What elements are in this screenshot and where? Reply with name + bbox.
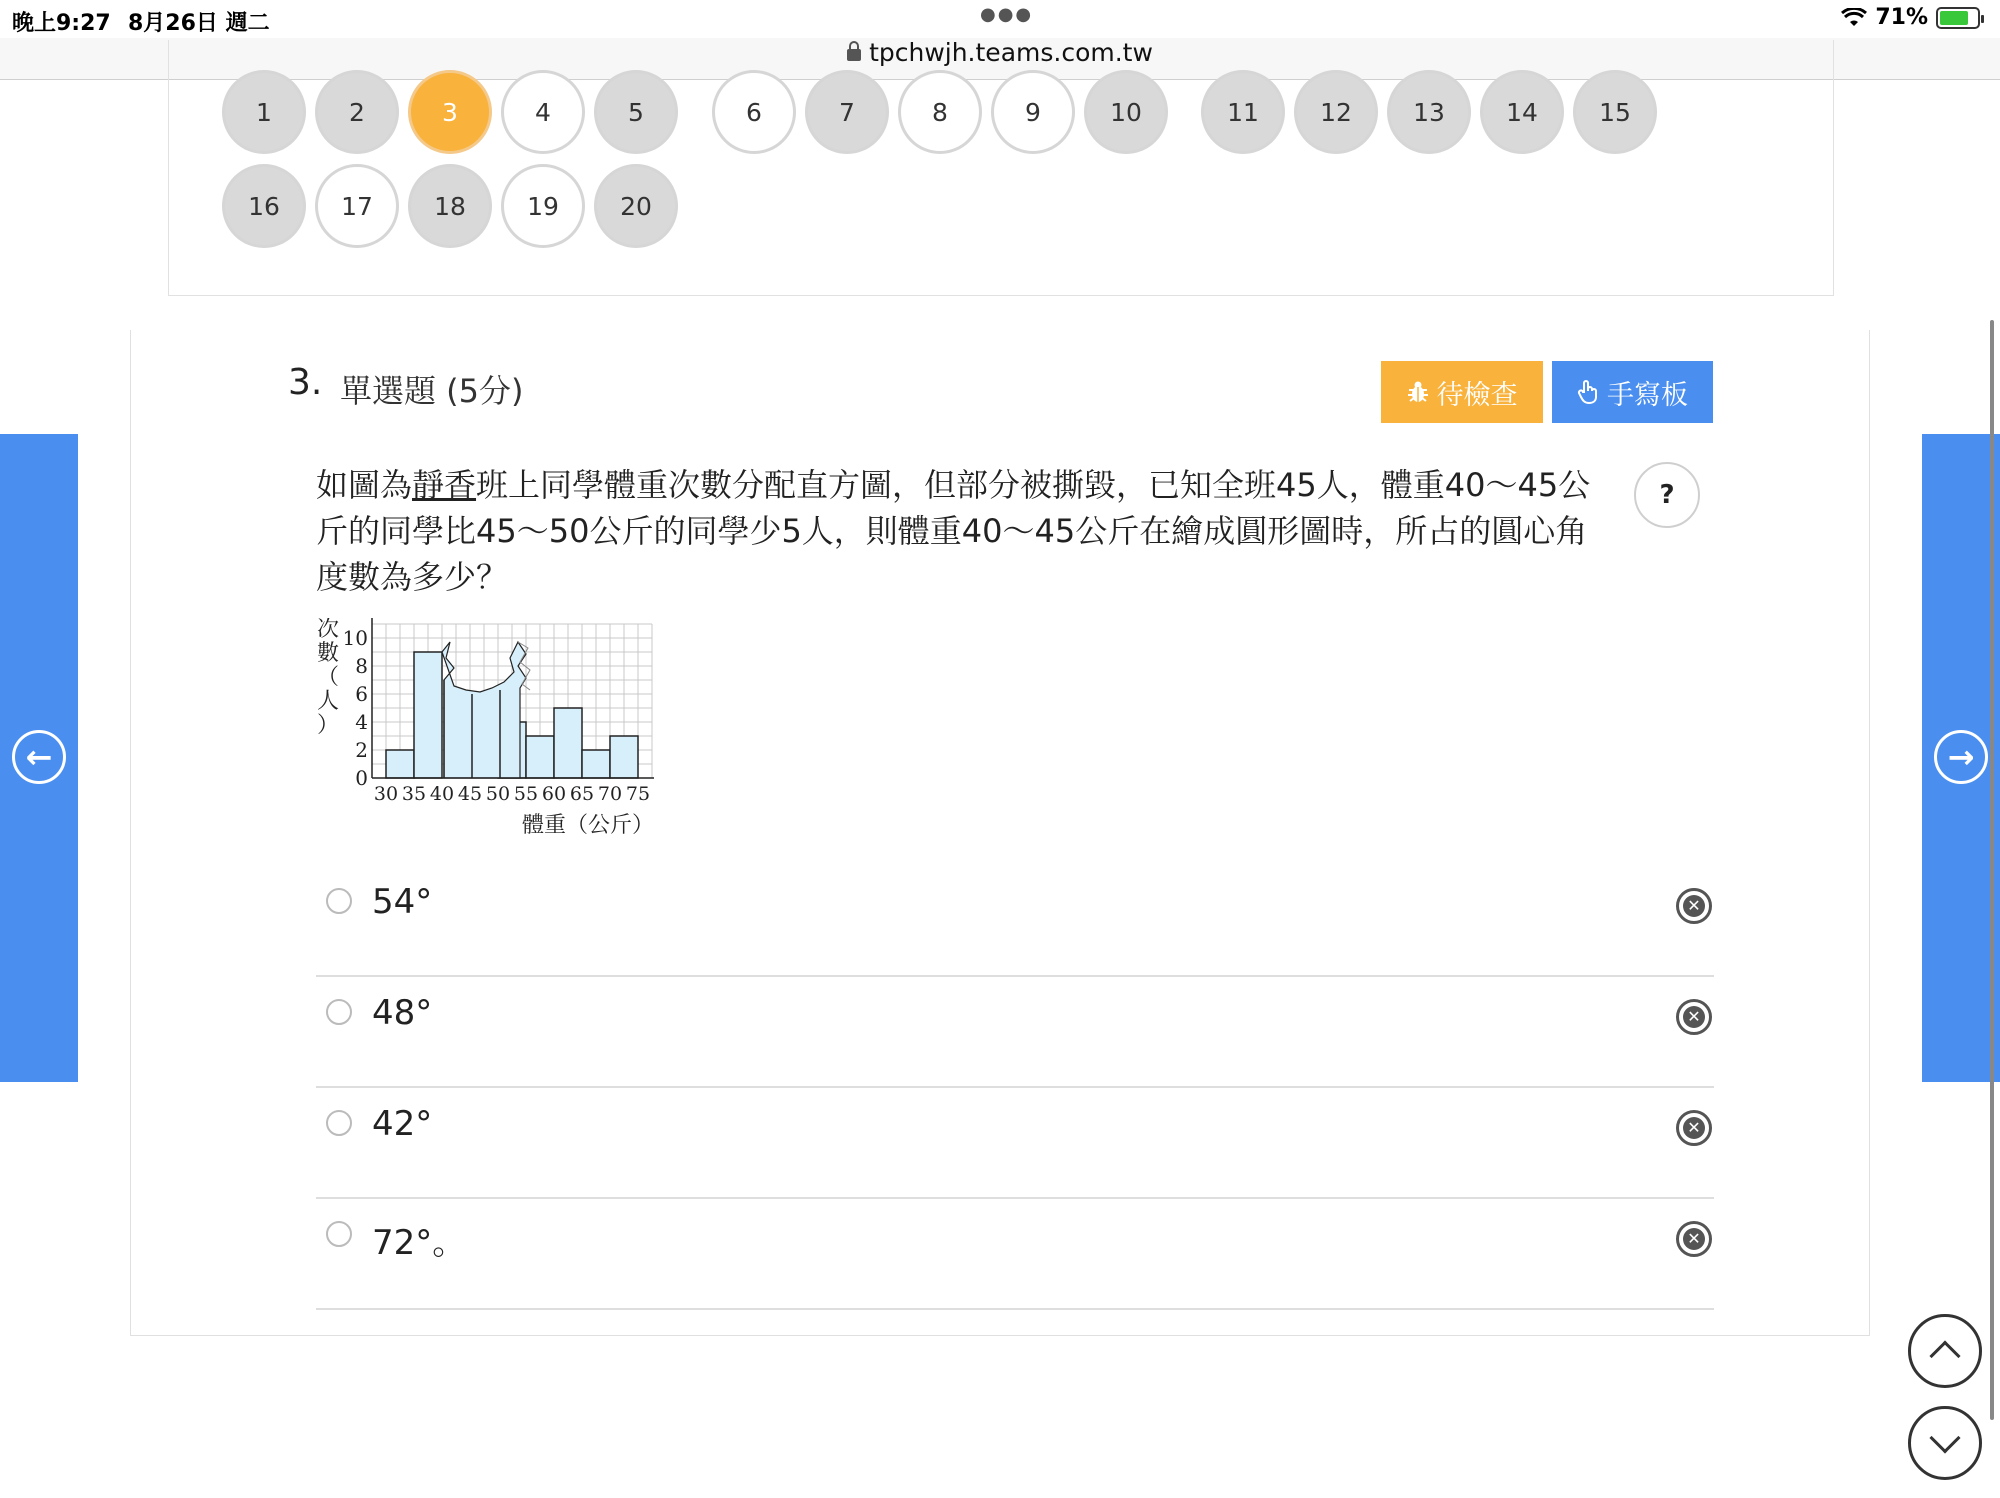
bar-35-40 [414,652,442,778]
x-tick-label: 55 [513,783,539,805]
status-time: 晚上9:27 [12,11,111,36]
option-label: 48° [372,993,433,1033]
weight-histogram [312,618,664,844]
page-button-14[interactable]: 14 [1480,70,1564,154]
handwriting-pad-button[interactable] [1552,361,1713,423]
page-button-10[interactable]: 10 [1084,70,1168,154]
battery-icon [1936,7,1980,29]
y-tick-label: 0 [355,766,368,790]
eliminate-option-icon[interactable]: ✕ [1676,1110,1712,1146]
option-1[interactable] [316,866,1714,977]
option-radio[interactable] [326,1110,352,1136]
scroll-down-button[interactable] [1908,1406,1982,1480]
page-button-1[interactable]: 1 [222,70,306,154]
y-tick-label: 10 [342,626,368,650]
chevron-down-icon [1929,1422,1960,1453]
battery-percent: 71% [1875,5,1928,30]
y-axis-label-char: ） [316,713,340,738]
scrollbar[interactable] [1990,320,1994,1420]
chevron-up-icon [1929,1340,1960,1371]
status-date: 8月26日 週二 [128,11,270,36]
bar-70-75 [610,736,638,778]
bar-55-60 [526,736,554,778]
page-button-8[interactable]: 8 [898,70,982,154]
page-button-17[interactable]: 17 [315,164,399,248]
y-tick-label: 2 [355,738,368,762]
page-button-4[interactable]: 4 [501,70,585,154]
option-radio[interactable] [326,1221,352,1247]
more-dots-icon[interactable]: ●●● [980,4,1034,25]
x-tick-label: 70 [597,783,623,805]
bar-30-35 [386,750,414,778]
pending-check-button[interactable] [1381,361,1543,423]
hand-pointer-icon [1577,379,1599,405]
bug-icon [1407,380,1429,404]
wifi-icon [1841,8,1867,28]
eliminate-option-icon[interactable]: ✕ [1676,888,1712,924]
page-button-7[interactable]: 7 [805,70,889,154]
arrow-left-icon[interactable]: ← [12,730,66,784]
page-button-19[interactable]: 19 [501,164,585,248]
y-axis-label-char: （ [316,665,340,690]
question-text-name: 靜香 [412,466,477,504]
bar-65-70 [582,750,610,778]
option-label: 42° [372,1104,433,1144]
page-button-9[interactable]: 9 [991,70,1075,154]
question-text-pre: 如圖為 [316,466,413,504]
page-button-12[interactable]: 12 [1294,70,1378,154]
bar-60-65 [554,708,582,778]
handwriting-pad-label: 手寫板 [1607,379,1688,410]
question-pager [168,40,1834,296]
question-number: 3. [288,362,323,403]
page-button-5[interactable]: 5 [594,70,678,154]
pending-check-label: 待檢查 [1436,379,1518,410]
y-tick-label: 8 [355,654,368,678]
option-radio[interactable] [326,888,352,914]
x-tick-label: 35 [401,783,427,805]
option-3[interactable] [316,1088,1714,1199]
url-text: tpchwjh.teams.com.tw [869,38,1153,67]
page-button-3[interactable]: 3 [408,70,492,154]
option-4[interactable] [316,1199,1714,1310]
page-button-16[interactable]: 16 [222,164,306,248]
y-axis-label-char: 人 [316,689,340,714]
status-right [1841,5,1980,30]
arrow-right-icon[interactable]: → [1934,730,1988,784]
page-button-15[interactable]: 15 [1573,70,1657,154]
eliminate-option-icon[interactable]: ✕ [1676,1221,1712,1257]
option-2[interactable] [316,977,1714,1088]
x-tick-label: 50 [485,783,511,805]
y-tick-label: 4 [355,710,368,734]
scroll-up-button[interactable] [1908,1314,1982,1388]
page-button-6[interactable]: 6 [712,70,796,154]
option-label: 54° [372,882,433,922]
help-button[interactable]: ? [1634,462,1700,528]
question-text [316,462,1616,600]
option-radio[interactable] [326,999,352,1025]
prev-question-panel[interactable] [0,434,78,1082]
page-button-2[interactable]: 2 [315,70,399,154]
y-axis-label-char: 次 [316,618,340,642]
question-type: 單選題 (5分) [340,372,524,410]
page-button-13[interactable]: 13 [1387,70,1471,154]
x-tick-label: 75 [625,783,651,805]
page-button-18[interactable]: 18 [408,164,492,248]
x-tick-label: 40 [429,783,455,805]
x-tick-label: 30 [373,783,399,805]
page-button-20[interactable]: 20 [594,164,678,248]
y-tick-label: 6 [355,682,368,706]
x-tick-label: 60 [541,783,567,805]
page-button-11[interactable]: 11 [1201,70,1285,154]
x-tick-label: 65 [569,783,595,805]
status-bar [0,0,2000,40]
question-text-post: 班上同學體重次數分配直方圖，但部分被撕毀，已知全班45人，體重40～45公斤的同學比45～50公斤的同學少5人，則體重40～45公斤在繪成圓形圖時，所占的圓心角度數為多少？ [316,466,1591,596]
y-axis-label-char: 數 [316,641,340,666]
option-label: 72°。 [372,1223,467,1263]
x-tick-label: 45 [457,783,483,805]
eliminate-option-icon[interactable]: ✕ [1676,999,1712,1035]
next-question-panel[interactable] [1922,434,2000,1082]
x-axis-label: 體重（公斤） [521,813,655,838]
